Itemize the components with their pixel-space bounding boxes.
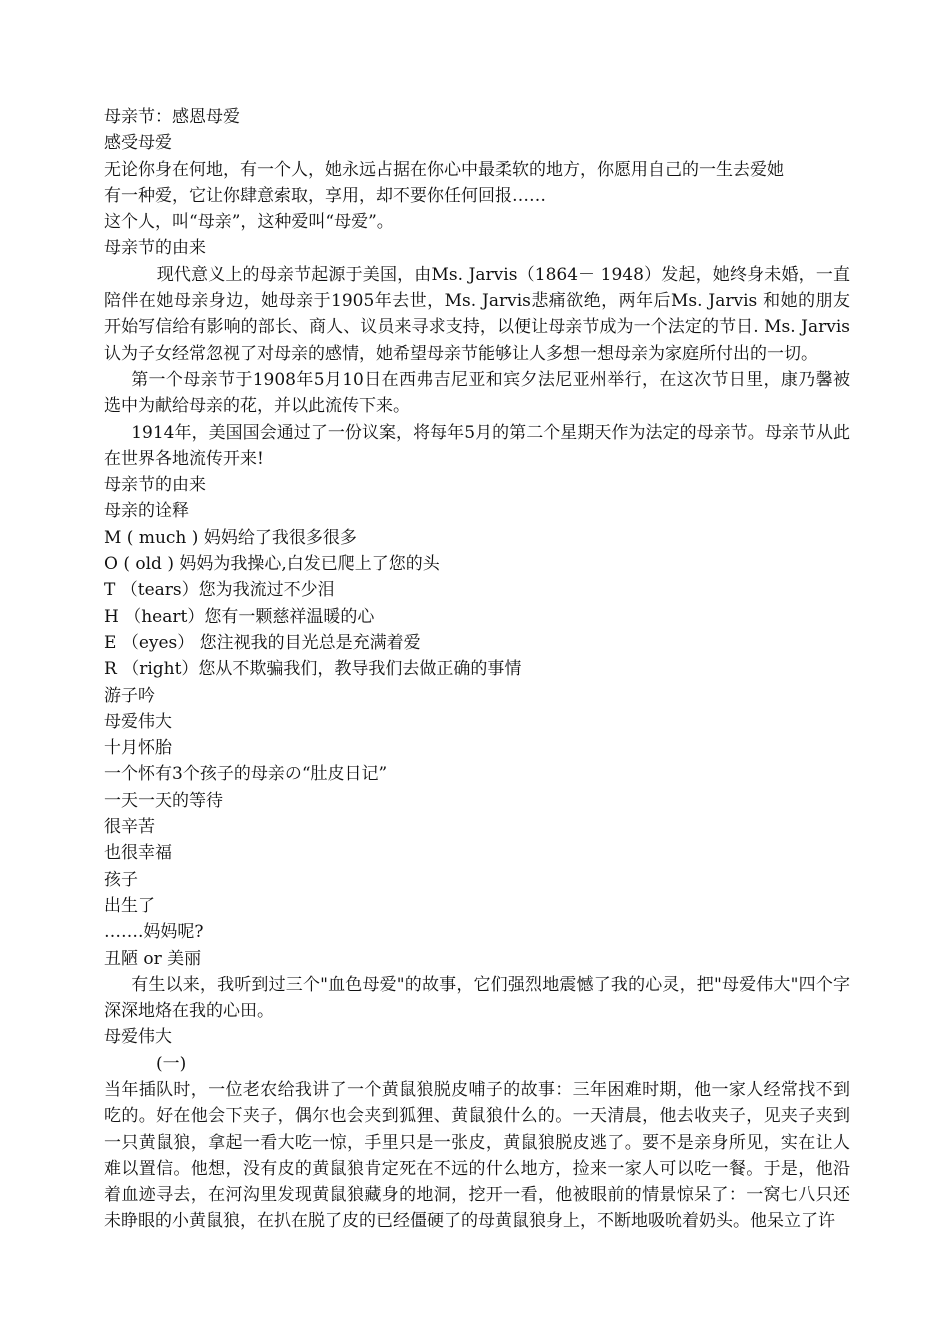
paragraph-weasel-story: 当年插队时，一位老农给我讲了一个黄鼠狼脱皮哺子的故事：三年困难时期，他一家人经常找不到吃的。好在他会下夹子，偶尔也会夹到狐狸、黄鼠狼什么的。一天清晨，他去收夹子，见夹子夹到一只黄鼠狼，拿起一看大吃一惊，手里只是一张皮，黄鼠狼脱皮逃了。要不是亲身所见，实在让人难以置信。他想，没有皮的黄鼠狼肯定死在不远的什么地方，捡来一家人可以吃一餐。于是，他沿着血迹寻去，在河沟里发现黄鼠狼藏身的地洞，挖开一看，他被眼前的情景惊呆了：一窝七八只还未睁眼的小黄鼠狼，在扒在脱了皮的已经僵硬了的母黄鼠狼身上，不断地吸吮着奶头。他呆立了许 xyxy=(104,1079,850,1232)
paragraph-origin-3: 1914年，美国国会通过了一份议案，将每年5月的第二个星期天作为法定的母亲节。母亲节从此在世界各地流传开来! xyxy=(104,422,850,469)
acrostic-e: E （eyes） 您注视我的目光总是充满着爱 xyxy=(104,632,421,653)
intro-line-1: 无论你身在何地，有一个人，她永远占据在你心中最柔软的地方，你愿用自己的一生去爱她 xyxy=(104,159,784,180)
heading-love-great: 母爱伟大 xyxy=(104,711,172,732)
acrostic-t: T （tears）您为我流过不少泪 xyxy=(104,580,335,601)
heading-origin-repeat: 母亲节的由来 xyxy=(104,475,206,496)
diary-line-7: 丑陋 or 美丽 xyxy=(104,948,202,969)
paragraph-origin-1: 现代意义上的母亲节起源于美国，由Ms. Jarvis（1864－ 1948）发起，她终身未婚，一直陪伴在她母亲身边，她母亲于1905年去世，Ms. Jarvis悲痛欲绝，两年后Ms. Jarvis 和她的朋友开始写信给有影响的部长、商人、议员来寻求支持，以便让母亲节成为一个法定的节日. Ms. Jarvis认为子女经常忽视了对母亲的感情，她希望母亲节能够让人多想一想母亲为家庭所付出的一切。 xyxy=(104,264,850,364)
heading-feel-love: 感受母爱 xyxy=(104,133,172,154)
diary-line-4: 孩子 xyxy=(104,869,138,890)
acrostic-h: H （heart）您有一颗慈祥温暖的心 xyxy=(104,606,375,627)
section-number: (一) xyxy=(156,1053,187,1074)
diary-title: 一个怀有3个孩子的母亲の“肚皮日记” xyxy=(104,764,388,785)
document-page xyxy=(104,104,850,1235)
acrostic-r: R （right）您从不欺骗我们，教导我们去做正确的事情 xyxy=(104,659,522,680)
diary-line-6: …….妈妈呢? xyxy=(104,922,204,943)
intro-line-2: 有一种爱，它让你肆意索取，享用，却不要你任何回报…… xyxy=(104,185,546,206)
doc-title: 母亲节：感恩母爱 xyxy=(104,107,240,127)
heading-love-great-2: 母爱伟大 xyxy=(104,1027,172,1048)
heading-origin: 母亲节的由来 xyxy=(104,238,206,259)
paragraph-blood-love: 有生以来，我听到过三个"血色母爱"的故事，它们强烈地震憾了我的心灵，把"母爱伟大"四个字深深地烙在我的心田。 xyxy=(104,974,850,1022)
intro-line-3: 这个人，叫“母亲”，这种爱叫“母爱”。 xyxy=(104,212,394,233)
diary-line-2: 很辛苦 xyxy=(104,817,155,838)
diary-line-5: 出生了 xyxy=(104,895,155,916)
diary-line-1: 一天一天的等待 xyxy=(104,790,223,811)
acrostic-o: O ( old ) 妈妈为我操心,白发已爬上了您的头 xyxy=(104,554,440,575)
heading-poem: 游子吟 xyxy=(104,685,155,706)
diary-line-3: 也很幸福 xyxy=(104,843,172,864)
paragraph-origin-2: 第一个母亲节于1908年5月10日在西弗吉尼亚和宾夕法尼亚州举行，在这次节日里，康乃馨被选中为献给母亲的花，并以此流传下来。 xyxy=(104,369,850,417)
heading-mother-meaning: 母亲的诠释 xyxy=(104,501,189,522)
heading-pregnancy: 十月怀胎 xyxy=(104,738,172,759)
acrostic-m: M ( much ) 妈妈给了我很多很多 xyxy=(104,527,357,548)
